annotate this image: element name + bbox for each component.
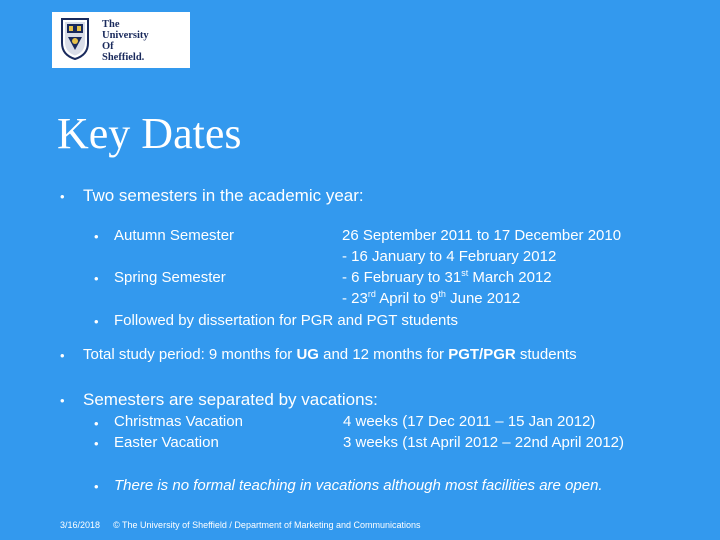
study-period: Total study period: 9 months for UG and 12 months for PGT/PGR students bbox=[83, 346, 577, 363]
easter-label: Easter Vacation bbox=[114, 434, 219, 451]
crest-icon bbox=[60, 17, 90, 61]
vacations-heading: Semesters are separated by vacations: bbox=[83, 390, 378, 409]
spring-dates: - 6 February to 31st March 2012 bbox=[342, 268, 552, 286]
sub-bullet-dot: • bbox=[94, 479, 99, 494]
christmas-label: Christmas Vacation bbox=[114, 413, 243, 430]
bullet-semesters: Two semesters in the academic year: bbox=[83, 186, 364, 205]
easter-dates: 3 weeks (1st April 2012 – 22nd April 2012) bbox=[343, 434, 625, 451]
dissertation-note: Followed by dissertation for PGR and PGT students bbox=[114, 312, 459, 329]
autumn-label: Autumn Semester bbox=[114, 227, 235, 244]
sub-bullet-dot: • bbox=[94, 314, 99, 329]
bullet-dot: • bbox=[60, 348, 65, 363]
sub-bullet-dot: • bbox=[94, 416, 99, 431]
spring-label: Spring Semester bbox=[114, 269, 226, 286]
sub-bullet-dot: • bbox=[94, 436, 99, 451]
bullet-dot: • bbox=[60, 393, 65, 408]
logo-line-4: Sheffield. bbox=[102, 52, 145, 63]
logo-line-2: University bbox=[102, 30, 149, 41]
logo-line-3: Of bbox=[102, 41, 114, 52]
footer-date: 3/16/2018 bbox=[60, 520, 101, 530]
sub-bullet-dot: • bbox=[94, 229, 99, 244]
spring-dates-2: - 23rd April to 9th June 2012 bbox=[342, 289, 521, 307]
no-teaching-note: There is no formal teaching in vacations although most facilities are open. bbox=[114, 477, 603, 494]
bullet-dot: • bbox=[60, 189, 65, 204]
autumn-dates: 26 September 2011 to 17 December 2010 bbox=[342, 227, 622, 244]
footer bbox=[60, 520, 421, 530]
page-title: Key Dates bbox=[57, 109, 242, 158]
christmas-dates: 4 weeks (17 Dec 2011 – 15 Jan 2012) bbox=[343, 413, 596, 430]
logo-line-1: The bbox=[102, 19, 120, 30]
university-logo bbox=[52, 12, 190, 68]
winter-break-dates: - 16 January to 4 February 2012 bbox=[342, 248, 557, 265]
sub-bullet-dot: • bbox=[94, 271, 99, 286]
footer-copyright: © The University of Sheffield / Department of Marketing and Communications bbox=[113, 520, 421, 530]
